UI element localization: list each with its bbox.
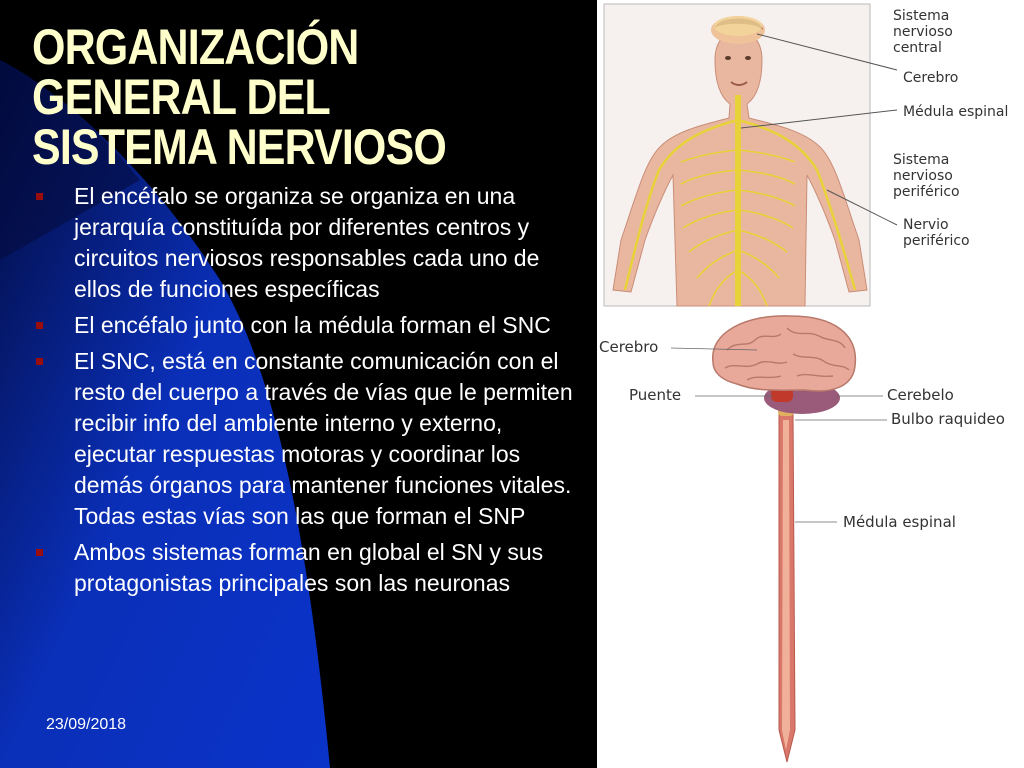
slide-date: 23/09/2018 — [46, 716, 127, 733]
bullet-item — [32, 346, 582, 532]
title-line-3: SISTEMA NERVIOSO — [32, 119, 446, 175]
bullet-list — [32, 181, 582, 604]
label-cerebro: Cerebro — [903, 70, 959, 86]
bullet-item — [32, 181, 582, 305]
label-snp-line1: Sistema — [893, 152, 950, 168]
brain-spinal-cord-figure — [597, 310, 1024, 768]
cerebrum — [713, 316, 856, 391]
label-snp-line3: periférico — [893, 184, 960, 200]
label-cerebelo: Cerebelo — [887, 386, 954, 404]
label-medula-espinal-brain: Médula espinal — [843, 513, 956, 531]
label-nervio-line2: periférico — [903, 233, 970, 249]
bullet-marker — [36, 358, 43, 365]
title-line-2: GENERAL DEL — [32, 69, 330, 125]
label-puente: Puente — [629, 386, 682, 404]
label-snc-line2: nervioso — [893, 24, 953, 40]
title-line-1: ORGANIZACIÓN — [32, 19, 359, 75]
label-nervio-line1: Nervio — [903, 217, 949, 233]
label-snc-line3: central — [893, 40, 942, 56]
bullet-item — [32, 537, 582, 599]
label-snp-line2: nervioso — [893, 168, 953, 184]
label-bulbo-raquideo: Bulbo raquideo — [891, 410, 1005, 428]
bullet-text: El encéfalo junto con la médula forman el SNC — [74, 312, 551, 338]
bullet-item — [32, 310, 582, 341]
brain-highlight — [714, 16, 762, 36]
label-cerebro-brain: Cerebro — [599, 338, 659, 356]
bullet-text: Ambos sistemas forman en global el SN y sus protagonistas principales son las neuronas — [74, 539, 544, 596]
label-medula-espinal: Médula espinal — [903, 104, 1009, 120]
slide-title — [32, 19, 514, 175]
bullet-text: El encéfalo se organiza se organiza en una jerarquía constituída por diferentes centros y circuitos nerviosos responsables cada uno de ellos de funciones específicas — [74, 183, 540, 302]
nervous-system-body-figure — [597, 0, 1024, 310]
bullet-marker — [36, 193, 43, 200]
bullet-marker — [36, 549, 43, 556]
bullet-text: El SNC, está en constante comunicación con el resto del cuerpo a través de vías que le permiten recibir info del ambiente interno y externo, ejecutar respuestas motoras y coordinar los demás órganos para mantener funciones vitales. Todas estas vías son las que forman el SNP — [74, 348, 573, 529]
label-snc-line1: Sistema — [893, 8, 950, 24]
figure-panel — [597, 0, 1024, 768]
bullet-marker — [36, 322, 43, 329]
